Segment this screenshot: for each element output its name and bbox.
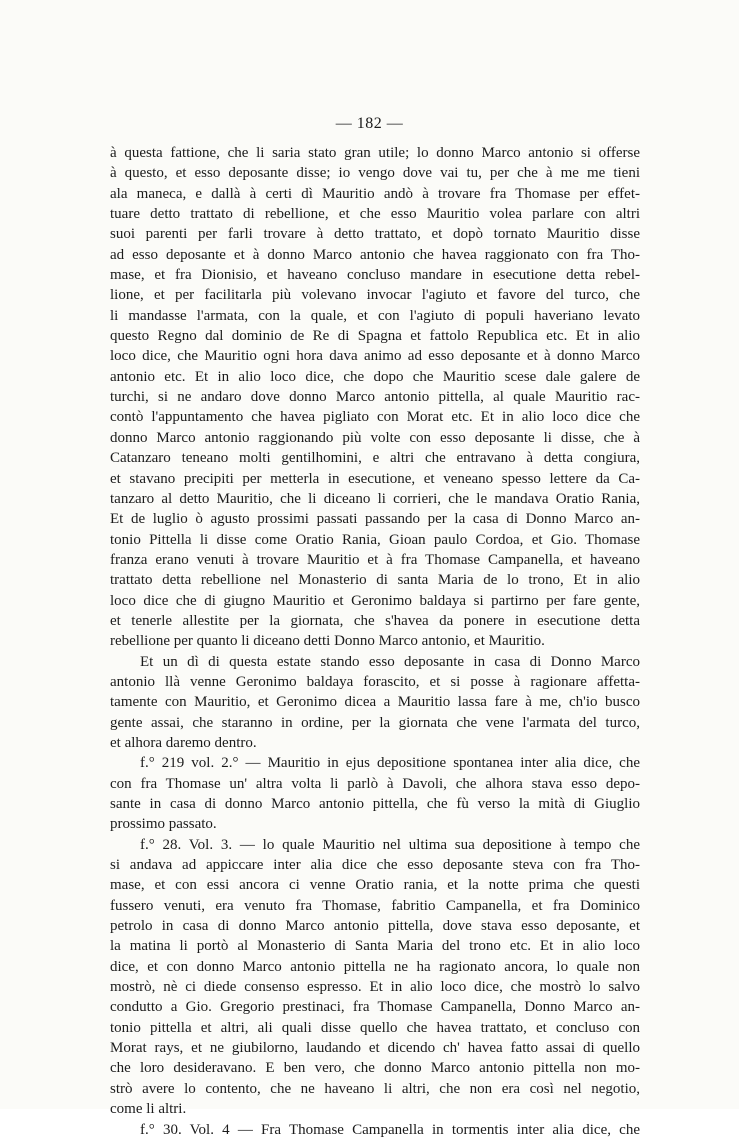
text-line: mase, et fra Dionisio, et haveano concluso mandare in esecutione detta rebel- (110, 267, 640, 284)
text-line: condutto a Gio. Gregorio prestinaci, fra Thomase Campanella, Donno Marco an- (110, 999, 640, 1016)
text-line: suoi parenti per farli trovare à detto trattato, et dopò tornato Mauritio disse (110, 226, 640, 243)
text-line: contò l'appuntamento che havea pigliato con Morat etc. Et in alio loco dice che (110, 409, 640, 426)
text-line: loco dice che di giugno Mauritio et Geronimo baldaya si partirno per fare gente, (110, 592, 640, 609)
text-line: et stavano precipiti per metterla in esecutione, et veneano spesso lettere da Ca- (110, 470, 640, 487)
text-line: petrolo in casa di donno Marco antonio pittella, dove stava esso deposante, et (110, 918, 640, 935)
text-line: ad esso deposante et à donno Marco antonio che havea raggionato con fra Tho- (110, 246, 640, 263)
page-number: — 182 — (335, 115, 404, 132)
text-line: mostrò, nè ci diede consenso espresso. Et in alio loco dice, che mostrò lo salvo (110, 979, 640, 996)
text-line: Morat rays, et ne giubilorno, laudando et dicendo ch' havea fatto assai di quello (110, 1040, 640, 1057)
text-line: tanzaro al detto Mauritio, che li diceano li corrieri, che le mandava Oratio Rania, (110, 490, 640, 507)
text-line: tonio pittella et altri, ali quali disse quello che havea trattato, et concluso con (110, 1019, 640, 1036)
text-line: dice, et con donno Marco antonio pittella ne ha ragionato ancora, lo quale non (110, 958, 640, 975)
text-line: et tenerle allestite per la giornata, che s'havea da ponere in esecutione detta (110, 612, 640, 629)
text-line: et alhora daremo dentro. (110, 734, 257, 751)
text-line: li mandasse l'armata, con la quale, et con l'agiuto di populi haveriano levato (110, 307, 640, 324)
text-line: tonio Pittella li disse come Oratio Rania, Gioan paulo Cordoa, et Gio. Thomase (110, 531, 640, 548)
text-line: prossimo passato. (110, 816, 217, 833)
text-line: f.° 30. Vol. 4 — Fra Thomase Campanella in tormentis inter alia dice, che (140, 1121, 640, 1138)
text-line: questo Regno dal dominio de Re di Spagna et fattolo Republica etc. Et in alio (110, 328, 640, 345)
text-line: gente assai, che staranno in ordine, per la giornata che vene l'armata del turco, (110, 714, 640, 731)
body-text (110, 143, 640, 1140)
text-line: lione, et per facilitarla più volevano invocar l'agiuto et favore del turco, che (110, 287, 640, 304)
text-line: mase, et con essi ancora ci venne Oratio rania, et la notte prima che questi (110, 877, 640, 894)
text-line: f.° 28. Vol. 3. — lo quale Mauritio nel ultima sua depositione à tempo che (140, 836, 640, 853)
text-line: Et un dì di questa estate stando esso deposante in casa di Donno Marco (140, 653, 640, 670)
text-line: la matina li portò al Monasterio di Santa Maria del trono etc. Et in alio loco (110, 938, 640, 955)
text-line: franza erano venuti à trovare Mauritio et à fra Thomase Campanella, et haveano (110, 551, 640, 568)
text-line: come li altri. (110, 1101, 187, 1118)
text-line: trattato detta rebellione nel Monasterio di santa Maria de lo trono, Et in alio (110, 572, 640, 589)
text-line: antonio llà venne Geronimo baldaya forascito, et si posse à ragionare affetta- (110, 673, 640, 690)
text-line: sante in casa di donno Marco antonio pittella, che fù verso la mità di Giuglio (110, 796, 640, 812)
text-line: rebellione per quanto li diceano detti Donno Marco antonio, et Mauritio. (110, 633, 545, 650)
text-line: fussero venuti, era venuto fra Thomase, fabritio Campanella, et fra Dominico (110, 897, 640, 914)
text-line: con fra Thomase un' altra volta li parlò à Davoli, che alhora stava esso depo- (110, 775, 640, 792)
text-line: strò avere lo contento, che ne haveano li altri, che non era così nel negotio, (110, 1080, 640, 1097)
text-line: donno Marco antonio raggionando più volte con esso deposante li disse, che à (110, 429, 640, 446)
text-line: Catanzaro teneano molti gentilhomini, e altri che entravano à detta congiura, (110, 450, 640, 467)
text-line: turchi, si ne andaro dove donno Marco antonio pittella, al quale Mauritio rac- (110, 389, 640, 406)
text-line: à questa fattione, che li saria stato gran utile; lo donno Marco antonio si offerse (110, 145, 640, 161)
text-line: Et de luglio ò agusto prossimi passati passando per la casa di Donno Marco an- (110, 511, 640, 528)
text-line: f.° 219 vol. 2.° — Mauritio in ejus depositione spontanea inter alia dice, che (140, 755, 640, 772)
text-line: loco dice, che Mauritio ogni hora dava animo ad esso deposante et à donno Marco (110, 348, 640, 365)
text-line: antonio etc. Et in alio loco dice, che dopo che Mauritio scese dale galere de (110, 368, 640, 385)
text-line: ala maneca, e dallà à certi dì Mauritio andò à trovare fra Thomase per effet- (110, 185, 640, 202)
text-line: à questo, et esso deposante disse; io vengo dove vai tu, per che à me me tieni (110, 165, 640, 182)
text-line: che loro desideravano. E ben vero, che donno Marco antonio pittella non mo- (110, 1060, 640, 1077)
text-line: tuare detto trattato di rebellione, et che esso Mauritio volea parlare con altri (110, 206, 640, 223)
text-line: si andava ad appiccare inter alia dice che esso deposante steva con fra Tho- (110, 857, 640, 874)
text-line: tamente con Mauritio, et Geronimo dicea a Mauritio lassa fare à me, ch'io busco (110, 694, 640, 711)
